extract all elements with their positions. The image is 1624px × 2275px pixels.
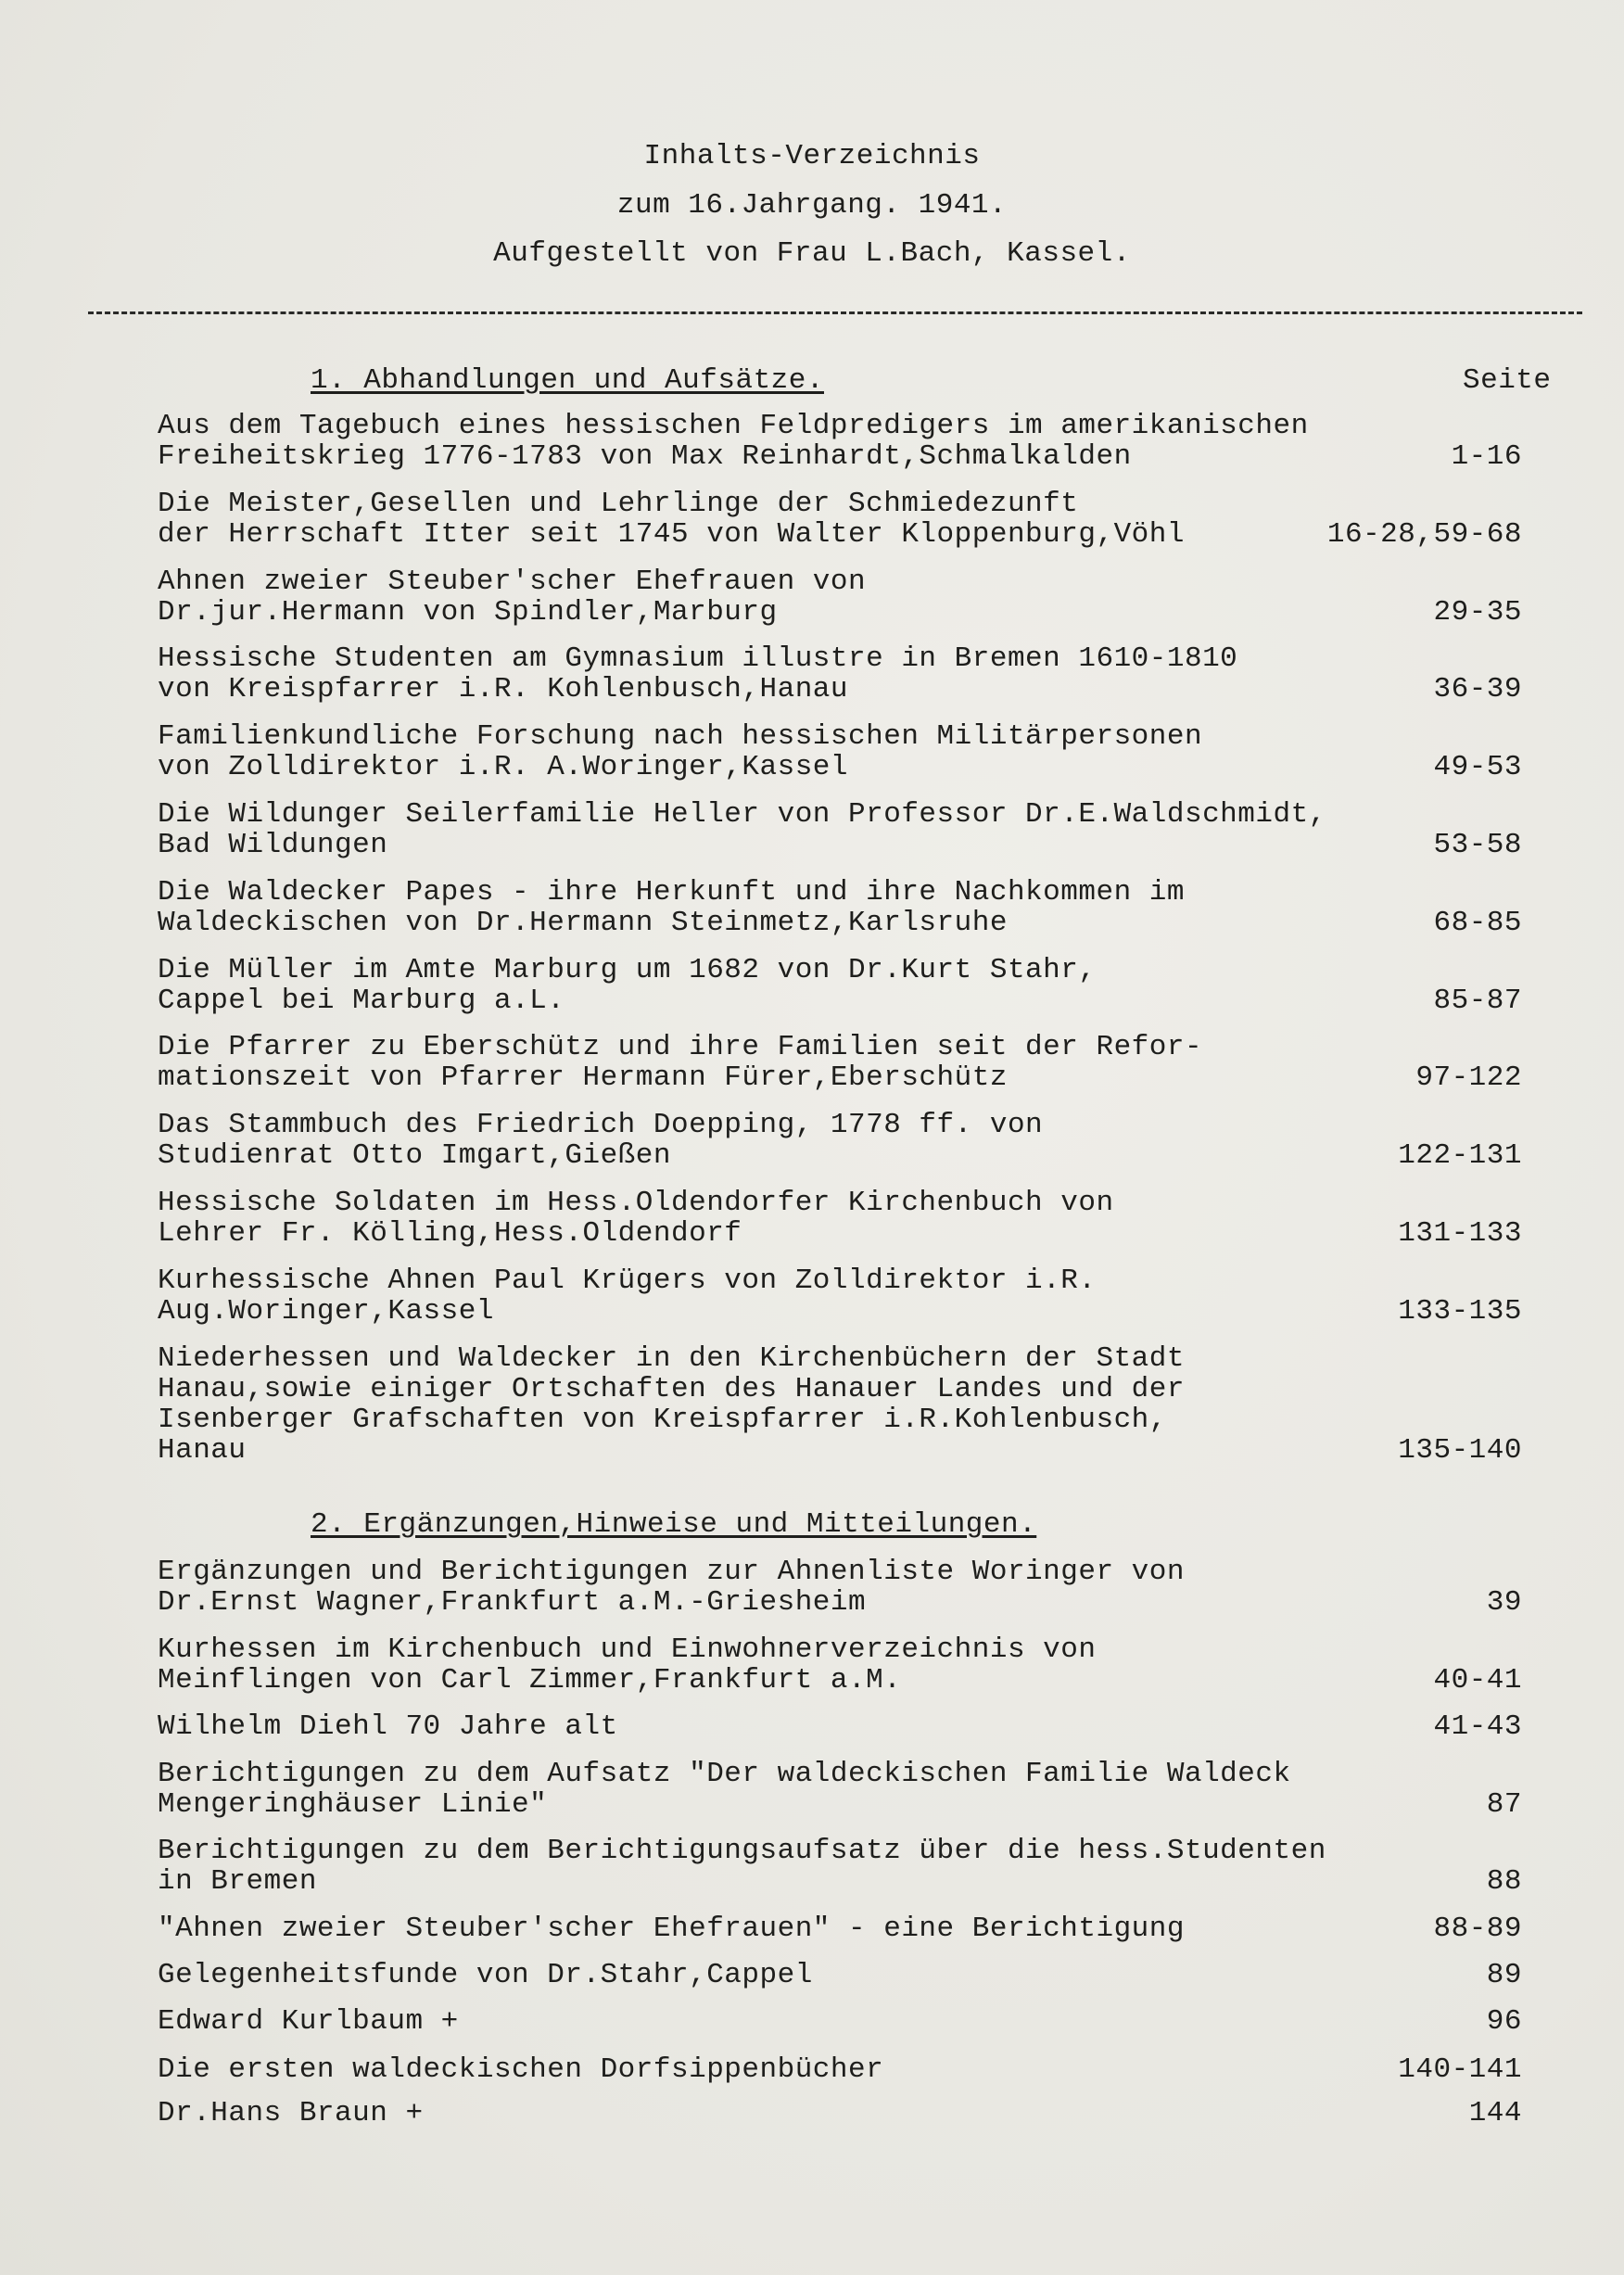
entry-title-line: Edward Kurlbaum + [158,2005,459,2038]
entry-title-line: Ahnen zweier Steuber'scher Ehefrauen von [158,566,867,598]
entry-title-line: Hanau,sowie einiger Ortschaften des Hanauer Landes und der [158,1373,1185,1405]
entry-pages: 88 [1486,1865,1522,1898]
entry-title-line: Die Waldecker Papes - ihre Herkunft und ihre Nachkommen im [158,876,1185,909]
entry-pages: 40-41 [1433,1664,1522,1697]
entry-pages: 135-140 [1398,1434,1522,1467]
entry-title-line: Niederhessen und Waldecker in den Kirchenbüchern der Stadt [158,1342,1185,1375]
entry-title-line: Hessische Soldaten im Hess.Oldendorfer Kirchenbuch von [158,1187,1114,1219]
entry-pages: 49-53 [1433,751,1522,783]
entry-title-line: von Zolldirektor i.R. A.Woringer,Kassel [158,751,849,783]
entry-title-line: Das Stammbuch des Friedrich Doepping, 1778 ff. von [158,1109,1044,1141]
entry-pages: 144 [1468,2097,1522,2129]
entry-title-line: Cappel bei Marburg a.L. [158,985,565,1017]
entry-pages: 53-58 [1433,829,1522,861]
entry-title-line: Mengeringhäuser Linie" [158,1788,548,1821]
entry-title-line: von Kreispfarrer i.R. Kohlenbusch,Hanau [158,673,849,705]
section2-heading-text: 2. Ergänzungen,Hinweise und Mitteilungen. [311,1508,1037,1541]
entry-pages: 85-87 [1433,985,1522,1017]
entry-title-line: Lehrer Fr. Kölling,Hess.Oldendorf [158,1217,742,1250]
entry-pages: 122-131 [1398,1139,1522,1172]
entry-title-line: Berichtigungen zu dem Berichtigungsaufsatz über die hess.Studenten [158,1835,1326,1867]
header-title: Inhalts-Verzeichnis [643,140,981,172]
entry-title-line: Wilhelm Diehl 70 Jahre alt [158,1710,618,1743]
entry-title-line: Die Pfarrer zu Eberschütz und ihre Familien seit der Refor- [158,1031,1203,1063]
entry-pages: 41-43 [1433,1710,1522,1743]
entry-pages: 1-16 [1451,440,1522,473]
entry-pages: 87 [1486,1788,1522,1821]
entry-title-line: Dr.Ernst Wagner,Frankfurt a.M.-Griesheim [158,1586,867,1619]
section1-heading-text: 1. Abhandlungen und Aufsätze. [311,364,824,397]
section1-heading [311,365,824,397]
entry-title-line: Die Müller im Amte Marburg um 1682 von Dr.Kurt Stahr, [158,954,1097,986]
entry-title-line: Isenberger Grafschaften von Kreispfarrer i.R.Kohlenbusch, [158,1404,1167,1436]
entry-title-line: Dr.jur.Hermann von Spindler,Marburg [158,596,778,629]
entry-title-line: "Ahnen zweier Steuber'scher Ehefrauen" - eine Berichtigung [158,1913,1185,1945]
section2-heading [311,1509,1036,1541]
entry-pages: 16-28,59-68 [1326,518,1522,551]
entry-pages: 131-133 [1398,1217,1522,1250]
entry-title-line: Berichtigungen zu dem Aufsatz "Der waldeckischen Familie Waldeck [158,1758,1291,1790]
entry-title-line: Familienkundliche Forschung nach hessischen Militärpersonen [158,720,1203,753]
entry-title-line: Die Meister,Gesellen und Lehrlinge der Schmiedezunft [158,488,1079,520]
entry-pages: 36-39 [1433,673,1522,705]
entry-pages: 133-135 [1398,1295,1522,1328]
entry-title-line: Waldeckischen von Dr.Hermann Steinmetz,Karlsruhe [158,907,1008,939]
entry-pages: 97-122 [1415,1061,1522,1094]
entry-pages: 39 [1486,1586,1522,1619]
entry-title-line: Ergänzungen und Berichtigungen zur Ahnenliste Woringer von [158,1556,1185,1588]
entry-title-line: Bad Wildungen [158,829,388,861]
header-volume: zum 16.Jahrgang. 1941. [616,189,1008,222]
entry-pages: 140-141 [1398,2053,1522,2086]
entry-title-line: Kurhessische Ahnen Paul Krügers von Zolldirektor i.R. [158,1265,1097,1297]
entry-title-line: Hessische Studenten am Gymnasium illustre in Bremen 1610-1810 [158,642,1238,675]
entry-title-line: Aug.Woringer,Kassel [158,1295,494,1328]
entry-title-line: Die Wildunger Seilerfamilie Heller von Professor Dr.E.Waldschmidt, [158,798,1326,831]
entry-title-line: Aus dem Tagebuch eines hessischen Feldpredigers im amerikanischen [158,410,1309,442]
entry-title-line: Die ersten waldeckischen Dorfsippenbücher [158,2053,884,2086]
entry-pages: 88-89 [1433,1913,1522,1945]
dashed-divider [88,311,1582,314]
entry-title-line: Gelegenheitsfunde von Dr.Stahr,Cappel [158,1959,813,1991]
entry-pages: 89 [1486,1959,1522,1991]
entry-pages: 29-35 [1433,596,1522,629]
entry-pages: 68-85 [1433,907,1522,939]
entry-title-line: Freiheitskrieg 1776-1783 von Max Reinhardt,Schmalkalden [158,440,1132,473]
entry-title-line: der Herrschaft Itter seit 1745 von Walter Kloppenburg,Vöhl [158,518,1185,551]
entry-title-line: mationszeit von Pfarrer Hermann Fürer,Eberschütz [158,1061,1008,1094]
entry-pages: 96 [1486,2005,1522,2038]
entry-title-line: Hanau [158,1434,247,1467]
entry-title-line: Meinflingen von Carl Zimmer,Frankfurt a.M. [158,1664,902,1697]
entry-title-line: Studienrat Otto Imgart,Gießen [158,1139,671,1172]
entry-title-line: Kurhessen im Kirchenbuch und Einwohnerverzeichnis von [158,1633,1097,1666]
seite-label: Seite [1463,364,1552,397]
header-compiler: Aufgestellt von Frau L.Bach, Kassel. [493,237,1131,270]
entry-title-line: in Bremen [158,1865,317,1898]
entry-title-line: Dr.Hans Braun + [158,2097,424,2129]
